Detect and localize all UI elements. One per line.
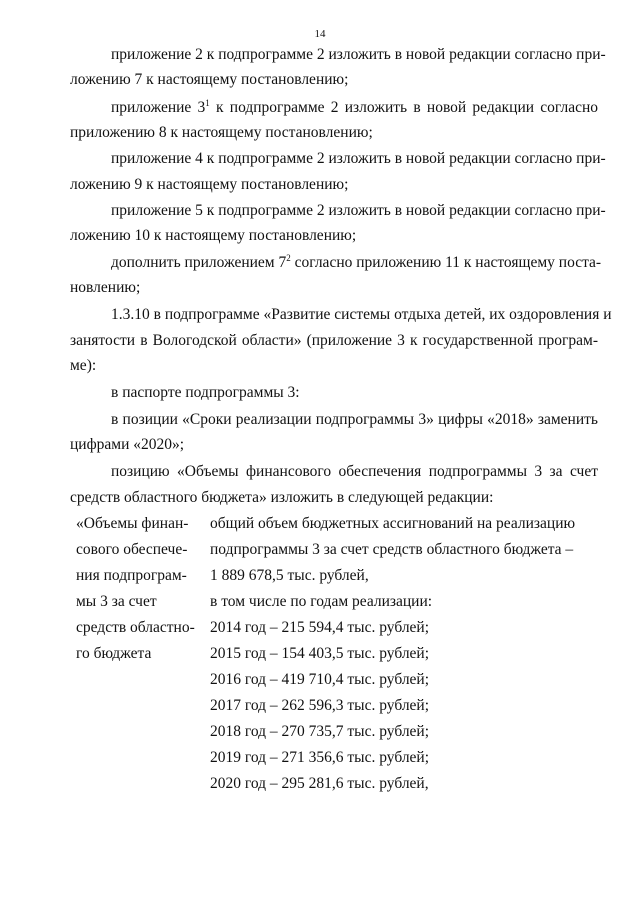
superscript: 2: [286, 253, 291, 263]
body-line-rest: к подпрограмме 2 изложить в новой редакции согласно: [216, 99, 599, 116]
table-left-line: ния подпрограм-: [76, 567, 187, 584]
table-right-line: 2018 год – 270 735,7 тыс. рублей;: [210, 723, 430, 740]
body-line: [111, 99, 598, 117]
body-line: позицию «Объемы финансового обеспечения подпрограммы 3 за счет: [111, 463, 598, 480]
body-line: ложению 9 к настоящему постановлению;: [70, 176, 349, 193]
superscript: 1: [205, 98, 210, 108]
body-line: приложение 4 к подпрограмме 2 изложить в новой редакции согласно при-: [111, 150, 606, 167]
page-number: 14: [314, 28, 326, 40]
table-right-line: 2019 год – 271 356,6 тыс. рублей;: [210, 749, 430, 766]
table-right-line: 2014 год – 215 594,4 тыс. рублей;: [210, 619, 430, 636]
table-right-line: общий объем бюджетных ассигнований на реализацию: [210, 515, 576, 532]
table-right-line: подпрограммы 3 за счет средств областного бюджета –: [210, 541, 574, 558]
body-line: новлению;: [70, 279, 141, 296]
body-line-prefix: приложение 3: [111, 99, 206, 116]
body-line: ме):: [70, 357, 97, 374]
body-line: ложению 10 к настоящему постановлению;: [70, 227, 357, 244]
table-left-line: го бюджета: [76, 645, 152, 662]
body-line: цифрами «2020»;: [70, 436, 185, 453]
body-line: приложение 5 к подпрограмме 2 изложить в новой редакции согласно при-: [111, 202, 606, 219]
table-left-line: «Объемы финан-: [76, 515, 189, 532]
table-left-line: мы 3 за счет: [76, 593, 157, 610]
body-line-rest: согласно приложению 11 к настоящему поста-: [294, 254, 602, 271]
body-line: средств областного бюджета» изложить в следующей редакции:: [70, 489, 494, 506]
table-left-line: средств областно-: [76, 619, 195, 636]
body-line: в паспорте подпрограммы 3:: [111, 384, 300, 401]
table-right-line: 2017 год – 262 596,3 тыс. рублей;: [210, 697, 430, 714]
body-line: ложению 7 к настоящему постановлению;: [70, 71, 349, 88]
body-line: занятости в Вологодской области» (приложение 3 к государственной програм-: [70, 332, 598, 349]
body-line: 1.3.10 в подпрограмме «Развитие системы отдыха детей, их оздоровления и: [111, 306, 612, 323]
table-right-line: 2016 год – 419 710,4 тыс. рублей;: [210, 671, 430, 688]
body-line-prefix: дополнить приложением 7: [111, 254, 287, 271]
table-right-line: 1 889 678,5 тыс. рублей,: [210, 567, 369, 584]
body-line: приложению 8 к настоящему постановлению;: [70, 124, 373, 141]
body-line: в позиции «Сроки реализации подпрограммы 3» цифры «2018» заменить: [111, 411, 598, 428]
table-right-line: 2015 год – 154 403,5 тыс. рублей;: [210, 645, 430, 662]
body-line: приложение 2 к подпрограмме 2 изложить в новой редакции согласно при-: [111, 46, 606, 63]
table-left-line: сового обеспече-: [76, 541, 188, 558]
table-right-line: в том числе по годам реализации:: [210, 593, 433, 610]
table-right-line: 2020 год – 295 281,6 тыс. рублей,: [210, 775, 429, 792]
body-line: [111, 253, 602, 272]
